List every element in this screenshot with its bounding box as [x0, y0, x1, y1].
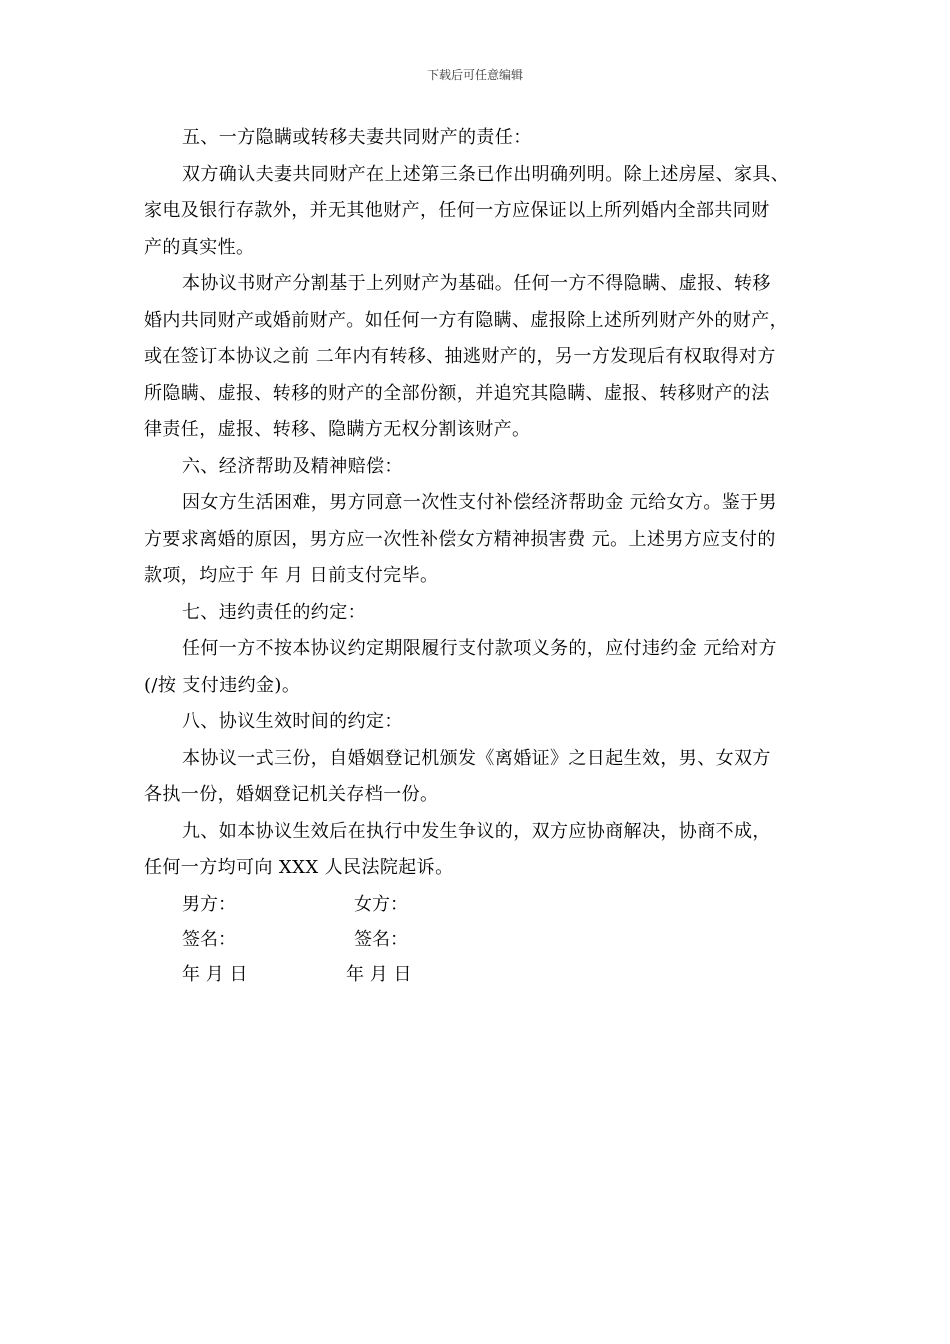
paragraph-line: 本协议一式三份，自婚姻登记机颁发《离婚证》之日起生效，男、女双方 — [182, 747, 771, 769]
paragraph-line: 各执一份，婚姻登记机关存档一份。 — [144, 784, 439, 805]
female-party-label: 女方： — [354, 893, 408, 915]
section-heading-9: 九、如本协议生效后在执行中发生争议的，双方应协商解决，协商不成， — [182, 820, 771, 842]
male-party-label: 男方： — [182, 893, 236, 915]
paragraph-line: 或在签订本协议之前 二年内有转移、抽逃财产的，另一方发现后有权取得对方 — [144, 346, 776, 367]
paragraph-line: (/按 支付违约金)。 — [144, 674, 301, 696]
page-header-note: 下载后可任意编辑 — [426, 68, 523, 82]
paragraph-line: 任何一方均可向 XXX 人民法院起诉。 — [144, 857, 454, 878]
signature-row — [144, 922, 824, 957]
paragraph-line: 家电及银行存款外，并无其他财产，任何一方应保证以上所列婚内全部共同财 — [144, 200, 770, 221]
date-row — [144, 957, 824, 992]
paragraph-line: 产的真实性。 — [144, 236, 255, 258]
paragraph-line: 任何一方不按本协议约定期限履行支付款项义务的，应付违约金 元给对方 — [182, 638, 777, 659]
female-date-field: 年 月 日 — [346, 963, 412, 985]
paragraph-line: 款项，均应于 年 月 日前支付完毕。 — [144, 565, 439, 586]
male-date-field: 年 月 日 — [182, 963, 248, 985]
section-heading-8: 八、协议生效时间的约定： — [182, 711, 403, 732]
section-heading-7: 七、违约责任的约定： — [182, 601, 366, 623]
party-labels-row — [144, 887, 824, 922]
paragraph-line: 律责任，虚报、转移、隐瞒方无权分割该财产。 — [144, 419, 531, 440]
paragraph-line: 双方确认夫妻共同财产在上述第三条已作出明确列明。除上述房屋、家具、 — [182, 163, 790, 185]
male-signature-label: 签名： — [182, 928, 236, 950]
paragraph-line: 因女方生活困难，男方同意一次性支付补偿经济帮助金 元给女方。鉴于男 — [182, 492, 777, 513]
female-signature-label: 签名： — [354, 928, 408, 950]
paragraph-line: 婚内共同财产或婚前财产。如任何一方有隐瞒、虚报除上述所列财产外的财产， — [144, 309, 788, 331]
paragraph-line: 本协议书财产分割基于上列财产为基础。任何一方不得隐瞒、虚报、转移 — [182, 273, 771, 294]
section-heading-5: 五、一方隐瞒或转移夫妻共同财产的责任： — [182, 127, 532, 148]
section-heading-6: 六、经济帮助及精神赔偿： — [182, 455, 403, 477]
paragraph-line: 方要求离婚的原因，男方应一次性补偿女方精神损害费 元。上述男方应支付的 — [144, 528, 776, 550]
paragraph-line: 所隐瞒、虚报、转移的财产的全部份额，并追究其隐瞒、虚报、转移财产的法 — [144, 382, 770, 404]
agreement-body — [144, 120, 824, 992]
